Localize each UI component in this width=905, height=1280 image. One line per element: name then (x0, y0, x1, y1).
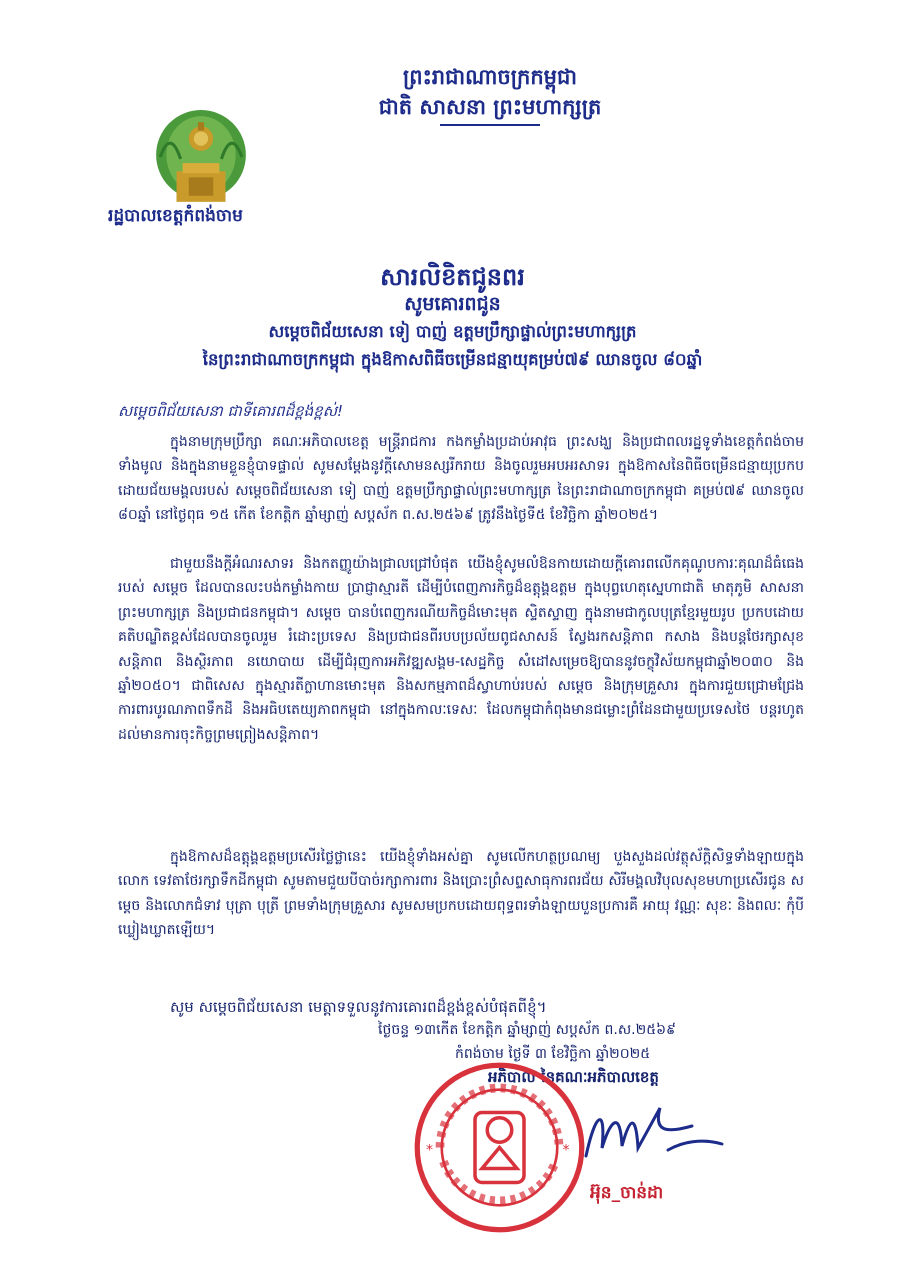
honoree-line-1: សម្តេចពិជ័យសេនា ទៀ បាញ់ ឧត្តមប្រឹក្សាផ្ទាល់ព្រះមហាក្សត្រ (268, 322, 637, 341)
paragraph-1-text: ក្នុងនាមក្រុមប្រឹក្សា គណៈអភិបាលខេត្ត មន្ត្រីរាជការ កងកម្លាំងប្រដាប់អាវុធ ព្រះសង្ឃ និងប្រជាពលរដ្ឋទូទាំងខេត្តកំពង់ចាមទាំងមូល និងក្នុងនាមខ្លួនខ្ញុំបាទផ្ទាល់ សូមសម្តែងនូវក្តីសោមនស្សរីករាយ និងចូលរួមអបអរសាទរ ក្នុងឱកាសនៃពិធីចម្រើនជន្មាយុប្រកបដោយជ័យមង្គលរបស់ សម្តេចពិជ័យសេនា ទៀ បាញ់ ឧត្តមប្រឹក្សាផ្ទាល់ព្រះមហាក្សត្រ នៃព្រះរាជាណាចក្រកម្ពុជា គម្រប់៧៩ ឈានចូល ៨០ឆ្នាំ នៅថ្ងៃពុធ ១៥ កើត ខែកត្តិក ឆ្នាំម្សាញ់ សប្តស័ក ព.ស.២៥៦៩ ត្រូវនឹងថ្ងៃទី៥ ខែវិច្ឆិកា ឆ្នាំ២០២៥។ (118, 434, 804, 524)
signer-title: អភិបាល នៃគណៈអភិបាលខេត្ត (488, 1068, 659, 1086)
lunar-date: ថ្ងៃចន្ទ ១៣កើត ខែកត្តិក ឆ្នាំម្សាញ់ សប្តស័ក ព.ស.២៥៦៩ (378, 1022, 676, 1038)
signer-name: អ៊ុន_ចាន់ដា (590, 1183, 664, 1203)
salutation: សម្តេចពិជ័យសេនា ជាទីគោរពដ៏ខ្ពង់ខ្ពស់! (118, 402, 344, 420)
paragraph-3 (118, 845, 804, 943)
header-divider (440, 124, 540, 126)
honoree-block (60, 318, 845, 374)
paragraph-2 (118, 552, 804, 747)
solar-date: កំពង់ចាម ថ្ងៃទី ៣ ខែវិច្ឆិកា ឆ្នាំ២០២៥ (455, 1046, 651, 1062)
kingdom-line-2: ជាតិ សាសនា ព្រះមហាក្សត្រ (378, 95, 602, 119)
official-stamp-icon (412, 1060, 587, 1235)
signature-icon (572, 1090, 732, 1170)
paragraph-2-text: ជាមួយនឹងក្តីអំណរសាទរ និងកតញ្ញូយ៉ាងជ្រាលជ្រៅបំផុត យើងខ្ញុំសូមលំឱនកាយដោយក្តីគោរពលើកគុណូបការៈគុណដ៏ធំធេងរបស់ សម្តេច ដែលបានលះបង់កម្លាំងកាយ ប្រាជ្ញាស្មារតី ដើម្បីបំពេញភារកិច្ចដ៏ឧត្តុង្គឧត្តម ក្នុងបុព្វហេតុស្នេហាជាតិ មាតុភូមិ សាសនា ព្រះមហាក្សត្រ និងប្រជាជនកម្ពុជា។ សម្តេច បានបំពេញករណីយកិច្ចដ៏មោះមុត ស្ទិតស្ទាញ ក្នុងនាមជាកូលបុត្រខ្មែរមួយរូប ប្រកបដោយគតិបណ្ឌិតខ្ពស់ដែលបានចូលរួម រំដោះប្រទេស និងប្រជាជនពីរបបប្រល័យពូជសាសន៍ ស្វែងរកសន្តិភាព កសាង និងបន្តថែរក្សាសុខសន្តិភាព និងស្ថិរភាព នយោបាយ ដើម្បីជំរុញការអភិវឌ្ឍសង្គម-សេដ្ឋកិច្ច សំដៅសម្រេចឱ្យបាននូវចក្ខុវិស័យកម្ពុជាឆ្នាំ២០៣០ និងឆ្នាំ២០៥០។ ជាពិសេស ក្នុងស្មារតីក្លាហានមោះមុត និងសកម្មភាពដ៏ស្វាហាប់របស់ សម្តេច និងក្រុមគ្រួសារ ក្នុងការជួយជ្រោមជ្រែង ការពារបូរណភាពទឹកដី និងអធិបតេយ្យភាពកម្ពុជា នៅក្នុងកាលៈទេសៈ ដែលកម្ពុជាកំពុងមានជម្លោះព្រំដែនជាមួយប្រទេសថៃ បន្តរហូតដល់មានការចុះកិច្ចព្រមព្រៀងសន្តិភាព។ (118, 556, 804, 743)
svg-text:*: * (562, 1142, 570, 1159)
kingdom-header (330, 62, 650, 122)
closing-line: សូម សម្តេចពិជ័យសេនា មេត្តាទទួលនូវការគោរពដ៏ខ្ពង់ខ្ពស់បំផុតពីខ្ញុំ។ (170, 998, 547, 1016)
paragraph-1 (118, 430, 804, 528)
paragraph-3-text: ក្នុងឱកាសដ៏ឧត្តុង្គឧត្តមប្រសើរថ្លៃថ្លានេះ យើងខ្ញុំទាំងអស់គ្នា សូមលើកហត្ថប្រណម្យ បួងសួងដល់វត្ថុស័ក្តិសិទ្ធទាំងឡាយក្នុងលោក ទេវតាថែរក្សាទឹកដីកម្ពុជា សូមតាមជួយបីបាច់រក្សាការពារ និងប្រោះព្រំសព្ទសាធុការពរជ័យ សិរីមង្គលវិបុលសុខមហាប្រសើរជូន សម្តេច និងលោកជំទាវ បុត្រា បុត្រី ព្រមទាំងក្រុមគ្រួសារ សូមសមប្រកបដោយពុទ្ធពរទាំងឡាយបួនប្រការគឺ អាយុ វណ្ណៈ សុខៈ និងពលៈ កុំបីឃ្លៀងឃ្លាតឡើយ។ (118, 849, 804, 939)
provincial-emblem-icon (150, 108, 252, 210)
document-title: សារលិខិតជូនពរ (380, 263, 525, 291)
document-subtitle: សូមគោរពជូន (404, 293, 501, 315)
kingdom-line-1: ព្រះរាជាណាចក្រកម្ពុជា (402, 65, 577, 89)
honoree-line-2: នៃព្រះរាជាណាចក្រកម្ពុជា ក្នុងឱកាសពិធីចម្រើនជន្មាយុគម្រប់៧៩ ឈានចូល ៨០ឆ្នាំ (202, 350, 703, 369)
svg-text:*: * (426, 1142, 433, 1159)
province-office: រដ្ឋបាលខេត្តកំពង់ចាម (108, 206, 243, 226)
